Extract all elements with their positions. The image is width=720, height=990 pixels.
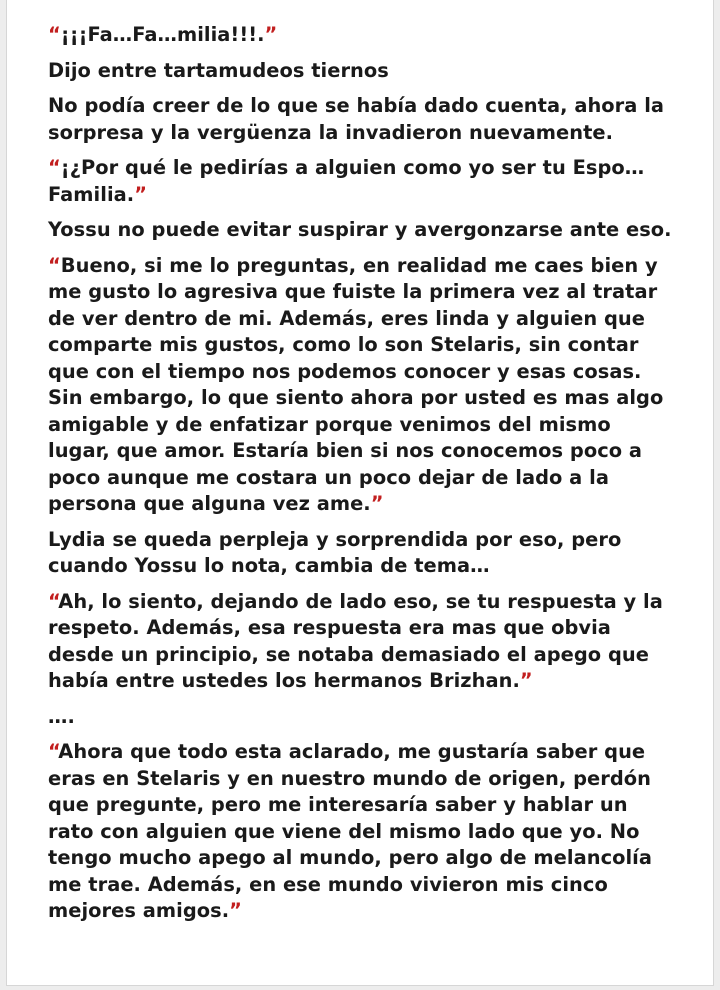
close-quote: ” xyxy=(519,669,533,692)
paragraph-text: Yossu no puede evitar suspirar y avergonzarse ante eso. xyxy=(48,218,672,241)
close-quote: ” xyxy=(134,182,147,206)
paragraph-2 xyxy=(48,58,678,85)
open-quote: “ xyxy=(48,253,61,277)
paragraph-text: Ahora que todo esta aclarado, me gustaría saber que eras en Stelaris y en nuestro mundo de origen, perdón que pregunte, pero me interesaría saber y hablar un rato con alguien que viene del mismo lado que yo. No tengo mucho apego al mundo, pero algo de melancolía me trae. Además, en ese mundo vivieron mis cinco mejores amigos. xyxy=(48,740,653,922)
paragraph-text: Dijo entre tartamudeos tiernos xyxy=(48,58,389,82)
paragraph-5 xyxy=(48,217,678,244)
paragraph-text: No podía creer de lo que se había dado cuenta, ahora la sorpresa y la vergüenza la invadieron nuevamente. xyxy=(48,94,665,144)
paragraph-text: …. xyxy=(48,704,75,728)
paragraph-8 xyxy=(48,589,678,695)
paragraph-10 xyxy=(48,739,678,925)
open-quote: “ xyxy=(48,23,61,46)
document-page xyxy=(6,0,714,986)
paragraph-text: ¡¡¡Fa…Fa…milia!!!. xyxy=(60,23,265,46)
paragraph-1 xyxy=(48,22,678,49)
paragraph-text: ¡¿Por qué le pedirías a alguien como yo ser tu Espo…Familia. xyxy=(48,156,645,206)
paragraph-3 xyxy=(48,93,678,146)
paragraph-text: Lydia se queda perpleja y sorprendida por eso, pero cuando Yossu lo nota, cambia de tema… xyxy=(48,527,622,577)
open-quote: “ xyxy=(48,156,61,179)
paragraph-text: Bueno, si me lo preguntas, en realidad me caes bien y me gusto lo agresiva que fuiste la primera vez al tratar de ver dentro de mi. Además, eres linda y alguien que comparte mis gustos, como lo son Stelaris, sin contar que con el tiempo nos podemos conocer y esas cosas. Sin embargo, lo que siento ahora por usted es mas algo amigable y de enfatizar porque venimos del mismo lugar, que amor. Estaría bien si nos conocemos poco a poco aunque me costara un poco dejar de lado a la persona que alguna vez ame. xyxy=(48,253,664,515)
open-quote: “ xyxy=(48,740,59,763)
paragraph-6 xyxy=(48,253,678,518)
paragraph-text: Ah, lo siento, dejando de lado eso, se tu respuesta y la respeto. Además, esa respuesta era mas que obvia desde un principio, se notaba demasiado el apego que había entre ustedes los hermanos Brizhan. xyxy=(48,589,663,692)
paragraph-9 xyxy=(48,704,678,731)
paragraph-7 xyxy=(48,527,678,580)
story-text xyxy=(48,22,678,934)
close-quote: ” xyxy=(370,492,384,515)
paragraph-4 xyxy=(48,155,678,208)
open-quote: “ xyxy=(48,589,59,613)
close-quote: ” xyxy=(229,899,242,922)
close-quote: ” xyxy=(264,23,278,46)
